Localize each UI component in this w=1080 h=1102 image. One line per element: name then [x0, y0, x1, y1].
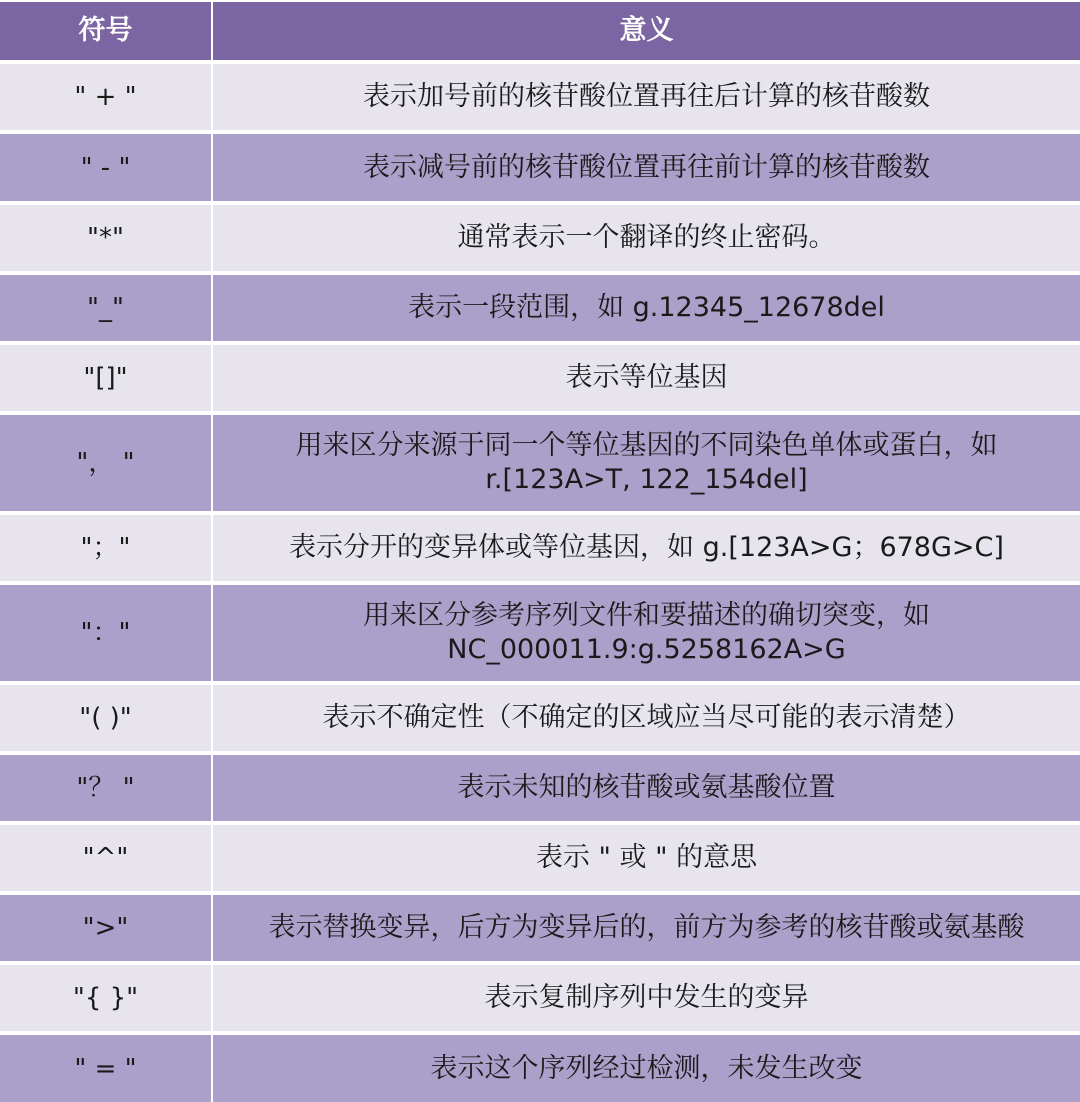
- meaning-line: 用来区分来源于同一个等位基因的不同染色单体或蛋白，如: [295, 430, 998, 461]
- meaning-cell: [213, 585, 1080, 681]
- symbol-cell: "*": [0, 205, 211, 271]
- meaning-cell: [213, 275, 1080, 341]
- meaning-line: 通常表示一个翻译的终止密码。: [457, 222, 836, 253]
- meaning-line: 表示等位基因: [565, 362, 728, 393]
- symbol-cell: " = ": [0, 1035, 211, 1102]
- symbol-cell: ">": [0, 895, 211, 961]
- meaning-line: 表示 " 或 " 的意思: [535, 842, 758, 873]
- meaning-cell: [213, 1035, 1080, 1102]
- meaning-line: r.[123A>T, 122_154del]: [485, 464, 808, 495]
- meaning-line: 用来区分参考序列文件和要描述的确切突变，如: [363, 600, 930, 631]
- meaning-line: 表示分开的变异体或等位基因，如 g.[123A>G；678G>C]: [289, 532, 1004, 563]
- symbol-cell: "_": [0, 275, 211, 341]
- meaning-cell: [213, 415, 1080, 511]
- meaning-cell: [213, 965, 1080, 1031]
- meaning-cell: [213, 345, 1080, 411]
- meaning-cell: [213, 205, 1080, 271]
- symbol-cell: "^": [0, 825, 211, 891]
- symbol-cell: "[]": [0, 345, 211, 411]
- meaning-line: 表示不确定性（不确定的区域应当尽可能的表示清楚）: [322, 702, 971, 733]
- meaning-cell: [213, 755, 1080, 821]
- meaning-line: 表示复制序列中发生的变异: [484, 982, 809, 1013]
- header-symbol: 符号: [0, 2, 211, 60]
- meaning-cell: [213, 64, 1080, 130]
- symbol-cell: "；": [0, 515, 211, 581]
- symbol-cell: "( )": [0, 685, 211, 751]
- symbol-cell: " + ": [0, 64, 211, 130]
- symbol-cell: "：": [0, 585, 211, 681]
- meaning-line: 表示一段范围，如 g.12345_12678del: [408, 292, 885, 323]
- meaning-cell: [213, 685, 1080, 751]
- meaning-line: 表示未知的核苷酸或氨基酸位置: [457, 772, 836, 803]
- symbol-cell: "？ ": [0, 755, 211, 821]
- meaning-cell: [213, 134, 1080, 201]
- header-meaning: 意义: [213, 2, 1080, 60]
- symbol-cell: "{ }": [0, 965, 211, 1031]
- meaning-line: 表示这个序列经过检测，未发生改变: [430, 1052, 863, 1084]
- meaning-cell: [213, 515, 1080, 581]
- meaning-line: 表示减号前的核苷酸位置再往前计算的核苷酸数: [363, 151, 930, 183]
- meaning-line: 表示加号前的核苷酸位置再往后计算的核苷酸数: [363, 81, 930, 112]
- meaning-line: NC_000011.9:g.5258162A>G: [447, 634, 846, 665]
- symbol-cell: " - ": [0, 134, 211, 201]
- symbol-cell: "， ": [0, 415, 211, 511]
- meaning-cell: [213, 825, 1080, 891]
- meaning-line: 表示替换变异，后方为变异后的，前方为参考的核苷酸或氨基酸: [268, 912, 1025, 943]
- meaning-cell: [213, 895, 1080, 961]
